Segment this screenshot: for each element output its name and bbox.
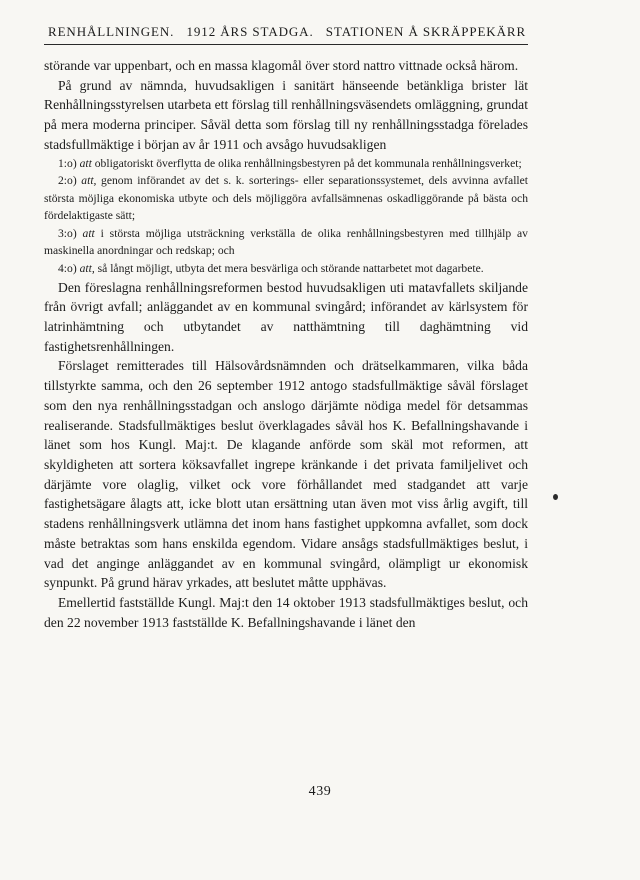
list-item-lead: att [82,226,95,240]
paragraph-reform: Den föreslagna renhållningsreformen bestod huvudsakligen uti matavfallets skiljande från övrigt avfall; anläggandet av en kommunal svingård; införandet av kärlsystem för latrinhämtning och utbytandet av natthämtning till daghämtning vid fastighetsrenhållningen. [44,279,528,354]
list-item-text: i största möjliga utsträckning verkställa de olika renhållningsbestyren med tillhjälp av maskinella anordningar och redskap; och [44,226,528,258]
list-item [44,155,528,173]
list-item-text: genom införandet av det s. k. sorterings- eller separationssystemet, dels avvinna avfallet största möjliga ekonomiska utbyte och dels möjliggöra avfallsämnenas oskadliggörande på bästa och fördelaktigaste sätt; [44,174,529,223]
list-item [44,225,528,260]
list-item-lead: att, [81,174,97,188]
list-item [44,172,528,225]
running-head-center: 1912 ÅRS STADGA. [186,24,314,39]
list-item-number: 4:o) [58,262,77,276]
margin-ink-dot [553,494,558,500]
page-number: 439 [308,784,332,799]
running-head [44,24,528,45]
paragraph-continuation: störande var uppenbart, och en massa klagomål över stord nattro vittnade också härom. [44,58,519,73]
list-item-lead: att [79,156,92,170]
list-item-number: 1:o) [58,156,77,170]
list-item-number: 3:o) [58,226,77,240]
list-item-lead: att, [79,262,95,276]
book-page [44,24,528,632]
list-item-text: så långt möjligt, utbyta det mera besvärliga och störande nattarbetet mot dagarbete. [97,262,484,276]
running-head-left: RENHÅLLNINGEN. [48,24,175,39]
paragraph-proposal: På grund av nämnda, huvudsakligen i sanitärt hänseende betänkliga brister lät Renhållningsstyrelsen utarbeta ett förslag till renhållningsväsendets omläggning, grundat på mera moderna principer. Såväl detta som förslag till ny renhållningsstadga förelades stadsfullmäktige i början av år 1911 och avsågo huvudsakligen [44,77,528,152]
paragraph-remittance: Förslaget remitterades till Hälsovårdsnämnden och drätselkammaren, vilka båda tillstyrkte samma, och den 26 september 1912 antogo stadsfullmäktige såväl förslaget som den nya renhållningsstadgan och anslogo därjämte nödiga medel för detsammas realiserande. Stadsfullmäktiges beslut överklagades såväl hos K. Befallningshavande i länet som hos Kungl. Maj:t. De klagande anförde som skäl mot reformen, att skyldigheten att sortera köksavfallet ingrepe kränkande i det privata familjelivet och därjämte vore olaglig, vilket ock vore förhållandet med stadgandet att varje fastighetsägare ålagts att, icke blott utan ersättning utan även mot viss årlig avgift, till stadens renhållningsverk utlämna det inom hans fastighet uppkomna avfallet, som dock måste betraktas som hans enskilda egendom. Vidare ansågs stadsfullmäktiges beslut, i vad det anginge anläggandet av en kommunal svingård, olämpligt ur ekonomisk synpunkt. På grund härav yrkades, att beslutet måtte upphävas. [44,358,528,591]
running-head-right: STATIONEN Å SKRÄPPEKÄRR [325,24,527,39]
body-text [44,56,528,632]
list-item-number: 2:o) [58,174,77,188]
list-item-text: obligatoriskt överflytta de olika renhållningsbestyren på det kommunala renhållningsverket; [94,156,522,170]
paragraph-confirmation: Emellertid fastställde Kungl. Maj:t den 14 oktober 1913 stadsfullmäktiges beslut, och den 22 november 1913 fastställde K. Befallningshavande i länet den [44,594,528,630]
list-item [44,260,528,278]
